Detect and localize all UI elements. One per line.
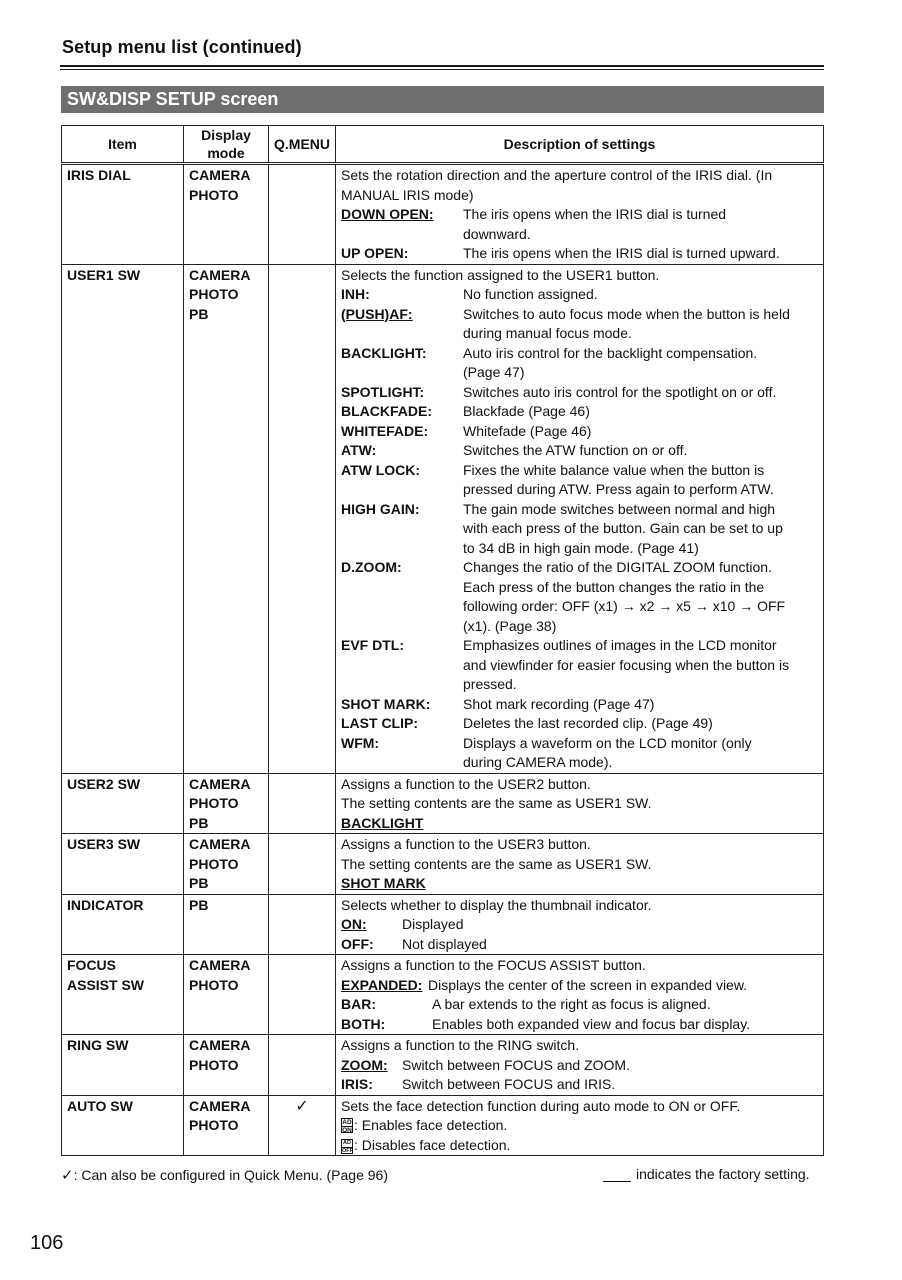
display-mode (184, 1095, 269, 1156)
option-value: Blackfade (Page 46) (463, 403, 590, 419)
qmenu-footnote (61, 1166, 388, 1184)
option-row (341, 285, 818, 305)
option-value: : Enables face detection. (354, 1117, 508, 1133)
option-value: The gain mode switches between normal and high with each press of the button. Gain can be set to up to 34 dB in high gain mode. (Page 41) (463, 500, 783, 556)
option-value: Auto iris control for the backlight compensation. (Page 47) (463, 344, 758, 380)
mode-pb: PB (189, 305, 209, 322)
option-row (341, 995, 818, 1015)
table-row (62, 1035, 824, 1096)
qmenu-cell (269, 773, 336, 834)
mode-pb: PB (189, 875, 209, 891)
mode-photo: PHOTO (189, 976, 239, 993)
desc-line: The setting contents are the same as USER1 SW. (341, 855, 652, 872)
default-value: SHOT MARK (341, 875, 426, 891)
option-key: (PUSH)AF: (341, 305, 413, 322)
desc-line: Assigns a function to the USER2 button. (341, 775, 591, 792)
header-display-mode (184, 126, 269, 164)
option-key: INH: (341, 286, 370, 302)
mode-photo: PHOTO (189, 1056, 239, 1073)
display-mode (184, 264, 269, 773)
option-row (341, 915, 818, 935)
option-key: IRIS: (341, 1076, 373, 1092)
title-rule (60, 65, 824, 67)
option-key: BLACKFADE: (341, 403, 432, 419)
item-name: USER2 SW (62, 773, 184, 834)
description (336, 955, 824, 1035)
option-row (341, 422, 818, 442)
description (336, 1095, 824, 1156)
display-mode (184, 164, 269, 265)
option-row (341, 402, 818, 422)
option-value: The iris opens when the IRIS dial is turned downward. (463, 206, 727, 242)
option-row (341, 734, 818, 773)
option-key: BACKLIGHT: (341, 344, 427, 361)
desc-line: The setting contents are the same as USER1 SW. (341, 795, 652, 811)
option-value: Switch between FOCUS and IRIS. (402, 1076, 616, 1092)
table-header-row (62, 126, 824, 164)
display-mode (184, 834, 269, 895)
table-row (62, 955, 824, 1035)
display-mode (184, 894, 269, 955)
option-value: Switches the ATW function on or off. (463, 442, 688, 458)
factory-note-text: indicates the factory setting. (636, 1166, 810, 1182)
qmenu-note: : Can also be configured in Quick Menu. (Page 96) (73, 1167, 388, 1183)
option-value: Deletes the last recorded clip. (Page 49) (463, 715, 713, 731)
option-row (341, 305, 818, 344)
qmenu-cell (269, 164, 336, 265)
option-value: : Disables face detection. (354, 1136, 511, 1153)
qmenu-cell (269, 834, 336, 895)
option-value: Displayed (402, 916, 464, 932)
table-row (62, 834, 824, 895)
item-name: INDICATOR (62, 894, 184, 955)
table-row (62, 264, 824, 773)
option-value: Shot mark recording (Page 47) (463, 695, 655, 712)
option-key: WFM: (341, 734, 380, 751)
mode-photo: PHOTO (189, 795, 239, 811)
item-name: USER3 SW (62, 834, 184, 895)
mode-photo: PHOTO (189, 186, 239, 203)
display-mode (184, 955, 269, 1035)
display-mode (184, 773, 269, 834)
header-item: Item (62, 126, 184, 164)
option-row (341, 636, 818, 695)
qmenu-cell (269, 894, 336, 955)
option-row (341, 695, 818, 715)
item-name: AUTO SW (62, 1095, 184, 1156)
option-key: ZOOM: (341, 1056, 388, 1073)
desc-intro: Sets the rotation direction and the aperture control of the IRIS dial. (In MANUAL IRIS mode) (341, 167, 773, 203)
option-row (341, 244, 818, 264)
option-row (341, 461, 818, 500)
underline-sample (603, 1167, 631, 1182)
desc-line: Assigns a function to the USER3 button. (341, 836, 591, 852)
qmenu-check-icon: ✓ (269, 1095, 336, 1156)
option-key: LAST CLIP: (341, 715, 418, 731)
qmenu-cell (269, 955, 336, 1035)
mode-camera: CAMERA (189, 167, 251, 183)
option-value: Whitefade (Page 46) (463, 422, 592, 439)
option-value: Emphasizes outlines of images in the LCD monitor and viewfinder for easier focusing when the button is pressed. (463, 637, 790, 692)
option-key: OFF: (341, 935, 374, 952)
option-row (341, 1015, 818, 1035)
option-value: Switches to auto focus mode when the button is held during manual focus mode. (463, 305, 790, 341)
option-key: HIGH GAIN: (341, 500, 420, 517)
desc-intro: Selects the function assigned to the USER1 button. (341, 266, 660, 283)
option-key: DOWN OPEN: (341, 206, 434, 222)
option-key: EVF DTL: (341, 637, 404, 653)
option-key: BAR: (341, 996, 376, 1012)
header-display-mode-line1: Display (201, 127, 251, 143)
mode-photo: PHOTO (189, 1117, 239, 1133)
option-row (341, 1075, 818, 1095)
mode-pb: PB (189, 814, 209, 831)
mode-pb: PB (189, 896, 209, 913)
option-key: WHITEFADE: (341, 422, 429, 439)
option-row (341, 935, 818, 955)
description (336, 164, 824, 265)
title-rule-thin (60, 69, 824, 70)
option-value: The iris opens when the IRIS dial is turned upward. (463, 245, 780, 261)
option-value: Fixes the white balance value when the button is pressed during ATW. Press again to perform ATW. (463, 461, 774, 497)
option-row (341, 383, 818, 403)
header-display-mode-line2: mode (207, 145, 245, 161)
option-list (341, 285, 818, 773)
qmenu-cell (269, 1035, 336, 1096)
desc-intro: Assigns a function to the RING switch. (341, 1037, 580, 1053)
option-value: Enables both expanded view and focus bar display. (432, 1015, 751, 1032)
option-key: D.ZOOM: (341, 559, 402, 575)
item-name: RING SW (62, 1035, 184, 1096)
option-key: SHOT MARK: (341, 695, 431, 712)
item-name: FOCUS ASSIST SW (62, 955, 184, 1035)
display-mode (184, 1035, 269, 1096)
mode-camera: CAMERA (189, 1097, 251, 1114)
table-row (62, 773, 824, 834)
option-value: Changes the ratio of the DIGITAL ZOOM function. Each press of the button changes the ratio in the following order: OFF (x1) → x2 → x5 → x10 → OFF (x1). (Page 38) (463, 559, 786, 634)
description (336, 1035, 824, 1096)
option-value: Switches auto iris control for the spotlight on or off. (463, 383, 777, 400)
description (336, 773, 824, 834)
option-key: SPOTLIGHT: (341, 383, 425, 400)
page-title: Setup menu list (continued) (62, 37, 302, 57)
option-row (341, 344, 818, 383)
description (336, 894, 824, 955)
settings-table (61, 125, 824, 1156)
description (336, 264, 824, 773)
option-row (341, 1056, 818, 1076)
option-row (341, 1116, 818, 1136)
option-value: No function assigned. (463, 286, 598, 302)
page-number: 106 (30, 1232, 64, 1254)
mode-camera: CAMERA (189, 266, 251, 283)
option-value: A bar extends to the right as focus is aligned. (432, 996, 711, 1012)
option-value: Switch between FOCUS and ZOOM. (402, 1056, 630, 1073)
mode-camera: CAMERA (189, 957, 251, 973)
option-row (341, 205, 818, 244)
section-heading: SW&DISP SETUP screen (61, 86, 824, 113)
face-detect-off-icon: AD OFF (342, 1139, 353, 1154)
header-description: Description of settings (336, 126, 824, 164)
description (336, 834, 824, 895)
option-row (341, 1136, 818, 1156)
option-value: Not displayed (402, 935, 487, 952)
option-key: EXPANDED: (341, 976, 423, 993)
option-key: BOTH: (341, 1015, 386, 1032)
option-key: ATW LOCK: (341, 461, 421, 478)
option-row (341, 500, 818, 559)
option-key: UP OPEN: (341, 245, 409, 261)
default-value: BACKLIGHT (341, 814, 424, 831)
table-row (62, 1095, 824, 1156)
mode-camera: CAMERA (189, 1037, 251, 1053)
mode-photo: PHOTO (189, 855, 239, 872)
mode-camera: CAMERA (189, 836, 251, 852)
option-value: Displays a waveform on the LCD monitor (only during CAMERA mode). (463, 734, 752, 770)
item-name: IRIS DIAL (62, 164, 184, 265)
mode-photo: PHOTO (189, 286, 239, 302)
option-key: ON: (341, 916, 367, 932)
desc-intro: Selects whether to display the thumbnail indicator. (341, 896, 652, 913)
factory-setting-note (603, 1166, 810, 1182)
header-qmenu: Q.MENU (269, 126, 336, 164)
option-key: ATW: (341, 442, 377, 458)
mode-camera: CAMERA (189, 775, 251, 792)
option-value: Displays the center of the screen in expanded view. (428, 976, 748, 993)
desc-intro: Sets the face detection function during auto mode to ON or OFF. (341, 1097, 741, 1114)
desc-intro: Assigns a function to the FOCUS ASSIST button. (341, 957, 646, 973)
face-detect-on-icon: $\frac{AD}{ON}$ (342, 1119, 352, 1134)
table-row (62, 164, 824, 265)
option-row (341, 441, 818, 461)
qmenu-cell (269, 264, 336, 773)
option-row (341, 714, 818, 734)
item-name: USER1 SW (62, 264, 184, 773)
table-row (62, 894, 824, 955)
check-icon: ✓ (61, 1167, 74, 1184)
option-row (341, 558, 818, 636)
option-row (341, 976, 818, 996)
